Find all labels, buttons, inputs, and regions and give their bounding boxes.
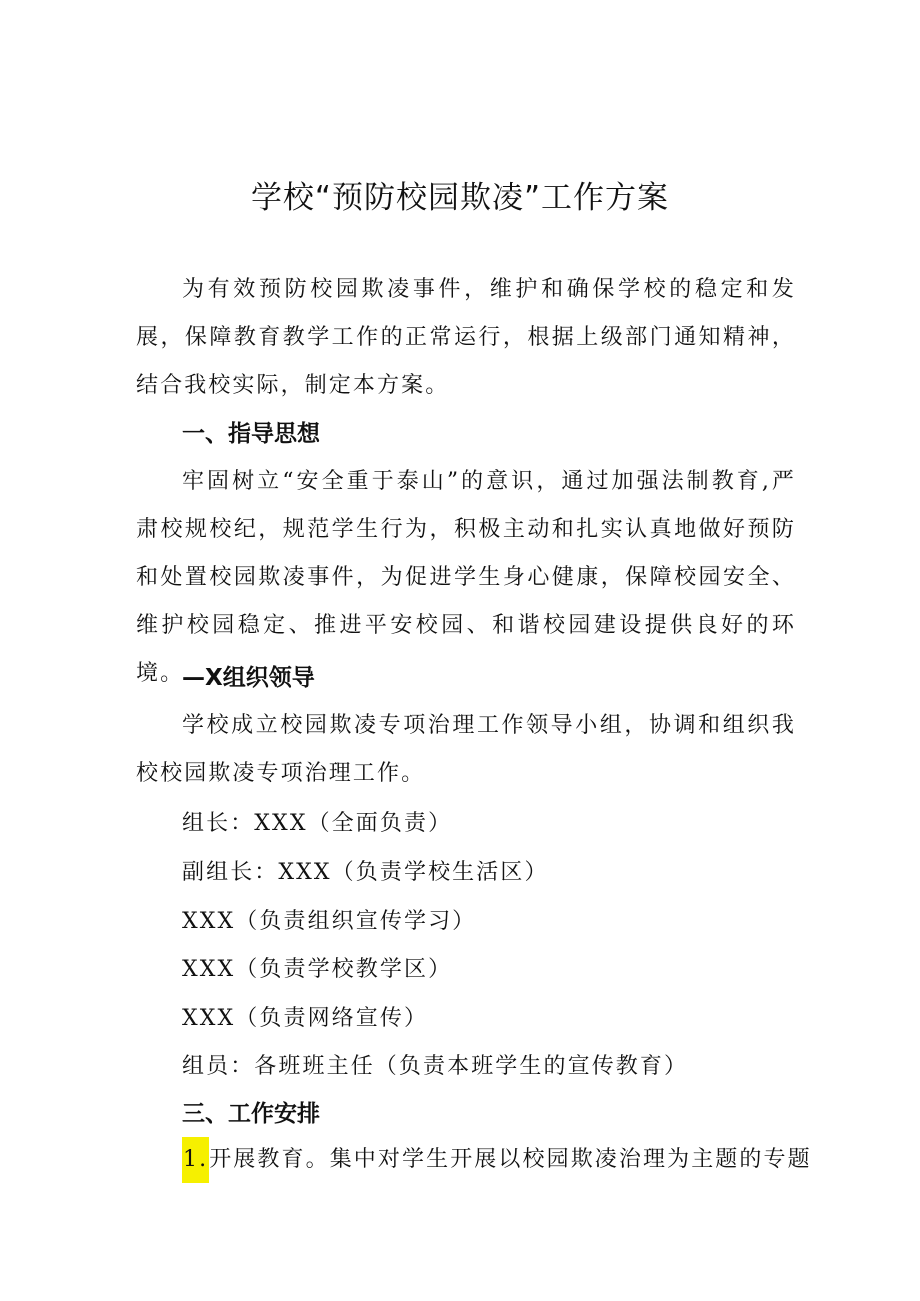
work-item-1 [182,1136,812,1184]
highlighted-item-number: 1. [182,1137,209,1183]
member-line-leader: 组长：XXX（全面负责） [182,811,453,836]
section-heading-organization: —X组织领导 [182,665,315,691]
organization-paragraph: 学校成立校园欺凌专项治理工作领导小组，协调和组织我校校园欺凌专项治理工作。 [136,713,796,786]
member-line-deputy-leader: 副组长：XXX（负责学校生活区） [182,860,549,885]
member-line-group-members: 组员：各班班主任（负责本班学生的宣传教育） [182,1054,689,1079]
work-item-1-text: 开展教育。集中对学生开展以校园欺凌治理为主题的专题 [209,1147,812,1172]
document-title: 学校“预防校园欺凌”工作方案 [250,180,670,216]
member-line-publicity: XXX（负责组织宣传学习） [182,909,477,934]
guiding-ideology-paragraph: 牢固树立“安全重于泰山”的意识，通过加强法制教育,严肃校规校纪，规范学生行为，积极主动和扎实认真地做好预防和处置校园欺凌事件，为促进学生身心健康，保障校园安全、维护校园稳定、推进平安校园、和谐校园建设提供良好的环境。 [136,469,796,686]
member-line-teaching-area: XXX（负责学校教学区） [182,957,453,982]
member-line-network: XXX（负责网络宣传） [182,1006,429,1031]
section-heading-work-arrangement: 三、工作安排 [182,1101,320,1127]
intro-paragraph: 为有效预防校园欺凌事件，维护和确保学校的稳定和发展，保障教育教学工作的正常运行，根据上级部门通知精神，结合我校实际，制定本方案。 [136,277,796,398]
section-heading-guiding-ideology: 一、指导思想 [182,421,320,447]
